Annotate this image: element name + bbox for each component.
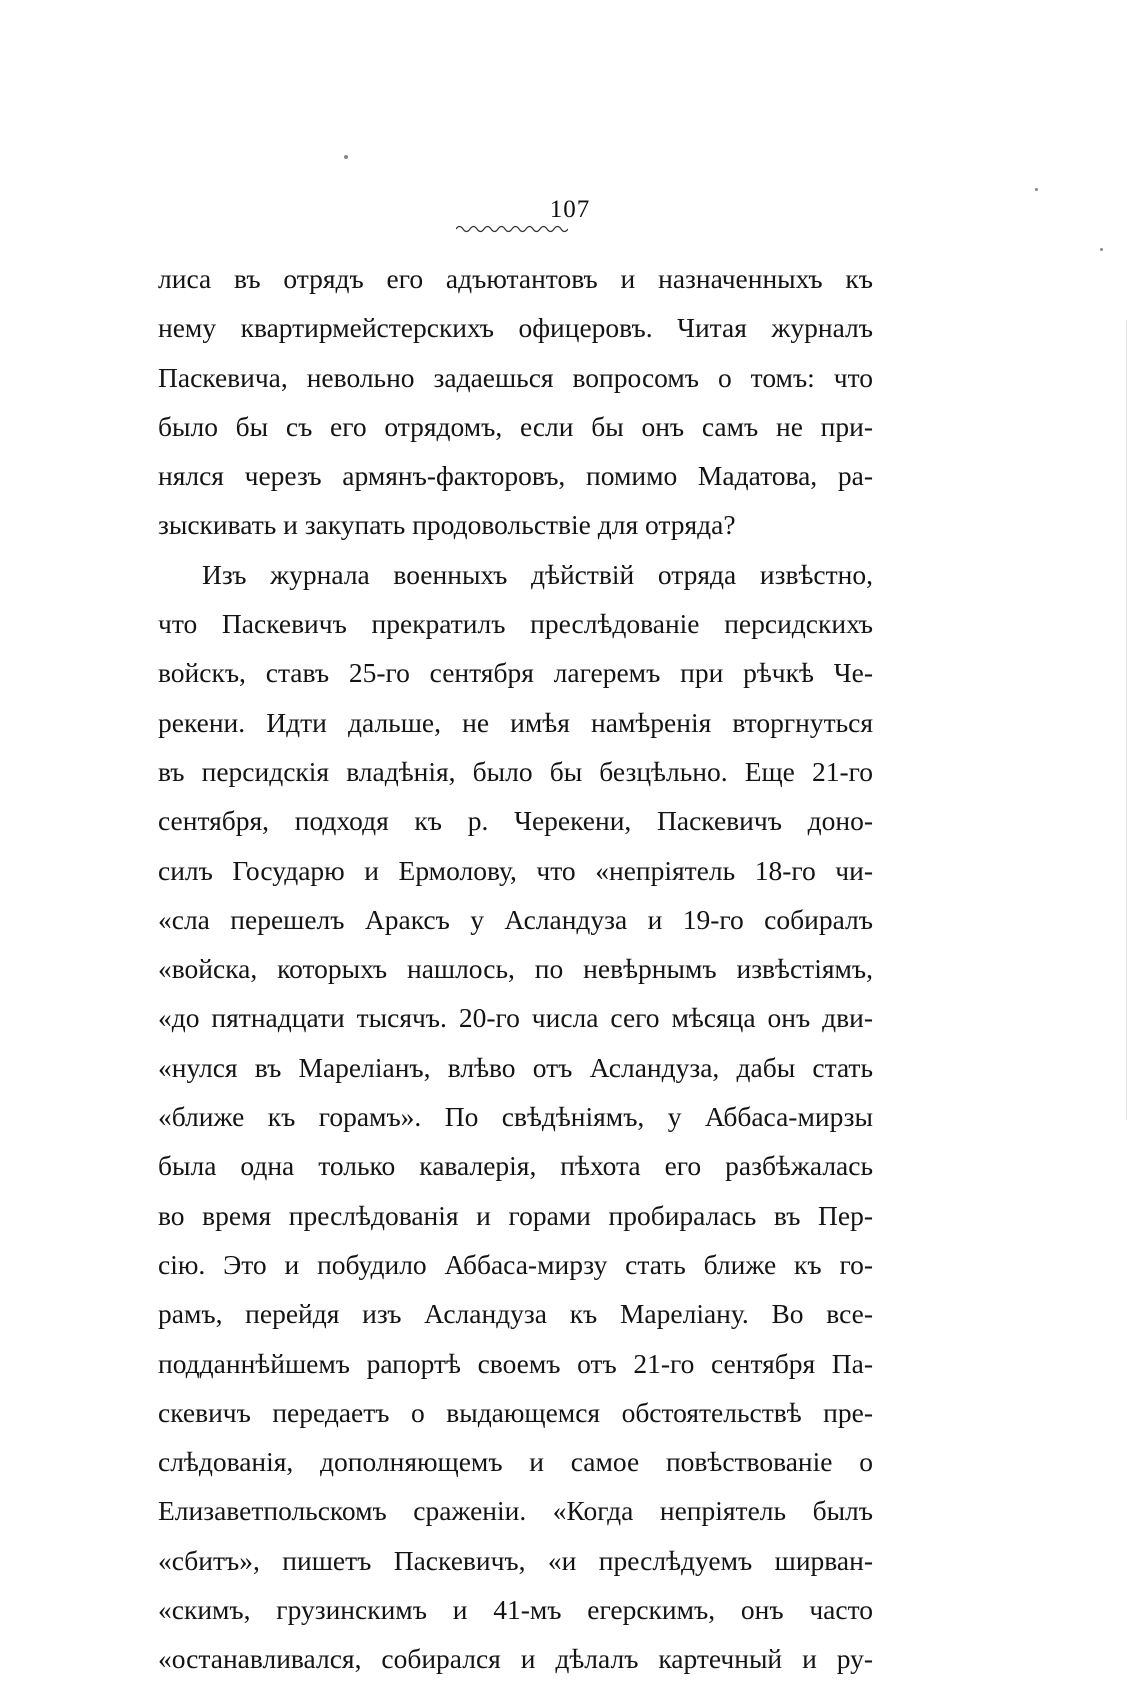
dust-speck xyxy=(1100,248,1103,251)
text-line: «сбитъ», пишетъ Паскевичъ, «и преслѣдуемъ ширван- xyxy=(158,1544,873,1576)
text-line: была одна только кавалерія, пѣхота его разбѣжалась xyxy=(158,1150,873,1182)
text-line: было бы съ его отрядомъ, если бы онъ самъ не при- xyxy=(158,410,873,442)
text-line: лиса въ отрядъ его адъютантовъ и назначенныхъ къ xyxy=(158,263,873,294)
text-line: Елизаветпольскомъ сраженіи. «Когда непріятель былъ xyxy=(158,1495,873,1527)
text-line: что Паскевичъ прекратилъ преслѣдованіе персидскихъ xyxy=(158,608,873,640)
text-line: сентября, подходя къ р. Черекени, Паскевичъ доно- xyxy=(158,805,873,837)
text-line: «нулся въ Мареліанъ, влѣво отъ Асландуза, дабы стать xyxy=(158,1051,873,1083)
text-line-paragraph-start: Изъ журнала военныхъ дѣйствій отряда извѣстно, xyxy=(202,558,873,590)
text-line: подданнѣйшемъ рапортѣ своемъ отъ 21-го сентября Па- xyxy=(158,1347,873,1379)
text-line: зыскивать и закупать продовольствіе для отряда? xyxy=(158,509,736,541)
text-line: «ближе къ горамъ». По свѣдѣніямъ, у Аббаса-мирзы xyxy=(158,1101,873,1133)
text-line: рекени. Идти дальше, не имѣя намѣренія вторгнуться xyxy=(158,706,873,738)
dust-speck xyxy=(1035,188,1038,191)
text-line: въ персидскія владѣнія, было бы безцѣльно. Еще 21-го xyxy=(158,755,873,787)
body-text xyxy=(158,254,873,1684)
page-edge-shadow xyxy=(1126,320,1127,1120)
text-line: Паскевича, невольно задаешься вопросомъ о томъ: что xyxy=(158,361,873,393)
wavy-rule-ornament xyxy=(456,223,568,235)
dust-speck xyxy=(344,155,348,159)
page-number: 107 xyxy=(549,196,591,223)
text-line: слѣдованія, дополняющемъ и самое повѣствованіе о xyxy=(158,1446,873,1478)
text-line: «скимъ, грузинскимъ и 41-мъ егерскимъ, онъ часто xyxy=(158,1594,873,1626)
text-line: силъ Государю и Ермолову, что «непріятель 18-го чи- xyxy=(158,854,873,886)
text-line: «войска, которыхъ нашлось, по невѣрнымъ извѣстіямъ, xyxy=(158,953,873,985)
text-line: скевичъ передаетъ о выдающемся обстоятельствѣ пре- xyxy=(158,1396,873,1428)
text-line: «останавливался, собирался и дѣлалъ картечный и ру- xyxy=(158,1643,873,1675)
text-line: войскъ, ставъ 25-го сентября лагеремъ при рѣчкѣ Че- xyxy=(158,657,873,689)
text-line: рамъ, перейдя изъ Асландуза къ Мареліану. Во все- xyxy=(158,1298,873,1330)
text-line: во время преслѣдованія и горами пробиралась въ Пер- xyxy=(158,1199,873,1231)
text-line: нему квартирмейстерскихъ офицеровъ. Читая журналъ xyxy=(158,312,873,344)
text-line: «до пятнадцати тысячъ. 20-го числа сего мѣсяца онъ дви- xyxy=(158,1002,873,1034)
text-line: «сла перешелъ Араксъ у Асландуза и 19-го собиралъ xyxy=(158,903,873,935)
text-line: нялся черезъ армянъ-факторовъ, помимо Мадатова, ра- xyxy=(158,460,873,492)
text-line: сію. Это и побудило Аббаса-мирзу стать ближе къ го- xyxy=(158,1248,873,1280)
